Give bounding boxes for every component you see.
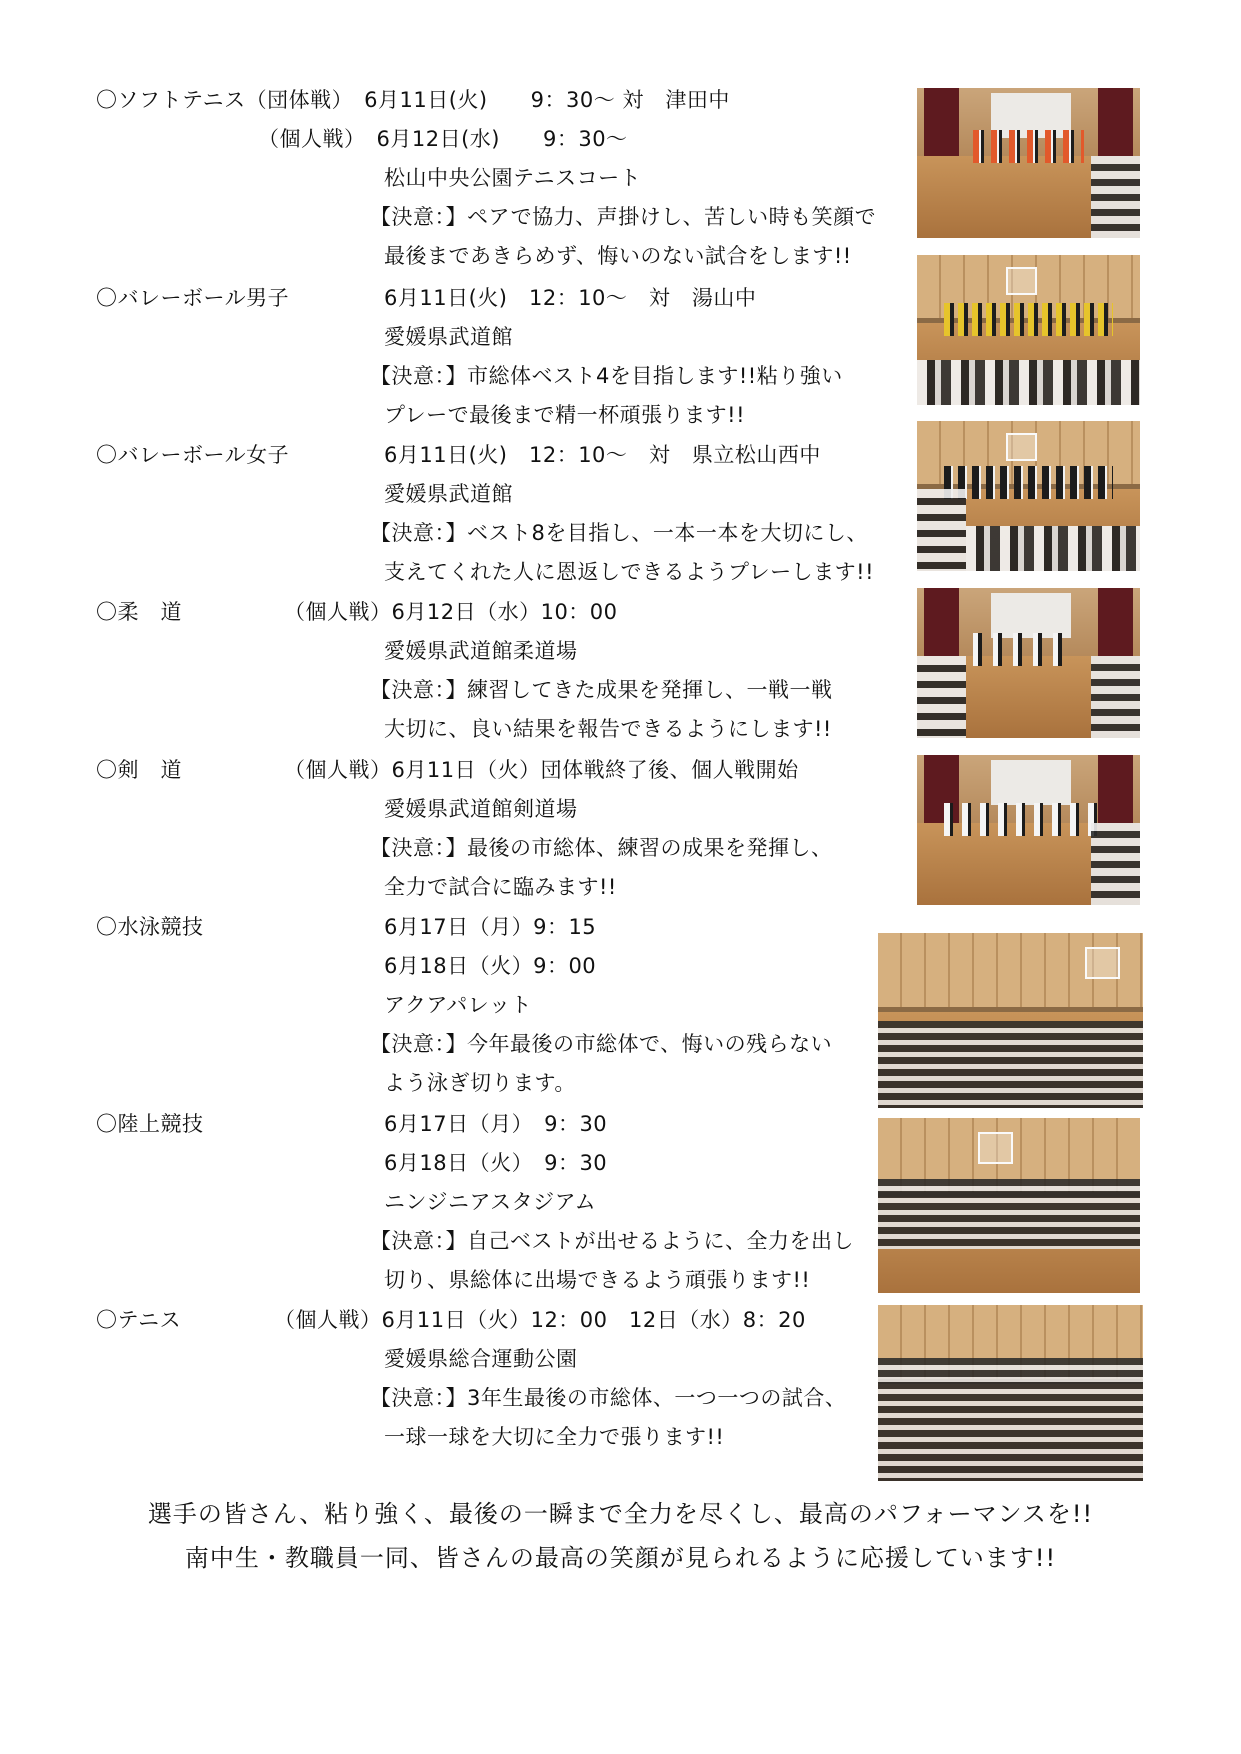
event-resolution: 【決意：】練習してきた成果を発揮し、一戦一戦	[370, 678, 833, 702]
event-venue: ニンジニアスタジアム	[384, 1190, 597, 1214]
event-resolution: 支えてくれた人に恩返しできるようプレーします!!	[384, 560, 874, 584]
event-resolution: 【決意：】ベスト8を目指し、一本一本を大切にし、	[370, 521, 868, 545]
event-heading: 〇テニス	[96, 1308, 182, 1332]
event-heading: 〇陸上競技	[96, 1112, 204, 1136]
event-resolution: 最後まであきらめず、悔いのない試合をします!!	[384, 244, 852, 268]
event-resolution: プレーで最後まで精一杯頑張ります!!	[384, 403, 745, 427]
footer-message: 南中生・教職員一同、皆さんの最高の笑顔が見られるように応援しています!!	[184, 1544, 1057, 1572]
photo-track-field	[878, 1118, 1140, 1293]
event-resolution: 切り、県総体に出場できるよう頑張ります!!	[384, 1268, 811, 1292]
event-heading: 〇剣 道	[96, 758, 182, 782]
photo-swimming	[878, 933, 1143, 1108]
event-detail: 6月17日（月）9：15	[384, 915, 597, 939]
photo-judo	[917, 588, 1140, 738]
event-resolution: 大切に、良い結果を報告できるようにします!!	[384, 717, 832, 741]
event-detail: 6月18日（火）9：00	[384, 954, 597, 978]
event-resolution: 【決意：】3年生最後の市総体、一つ一つの試合、	[370, 1386, 847, 1410]
photo-softtennis-team	[917, 88, 1140, 238]
photo-tennis	[878, 1305, 1143, 1481]
event-resolution: よう泳ぎ切ります。	[384, 1071, 576, 1095]
event-resolution: 一球一球を大切に全力で張ります!!	[384, 1425, 725, 1449]
event-venue: 愛媛県武道館	[384, 482, 513, 506]
photo-volleyball-girls	[917, 421, 1140, 571]
event-detail: （個人戦） 6月12日(水) 9：30～	[258, 127, 628, 151]
event-resolution: 【決意：】最後の市総体、練習の成果を発揮し、	[370, 836, 833, 860]
event-resolution: 【決意：】自己ベストが出せるように、全力を出し	[370, 1229, 854, 1253]
event-detail: 6月17日（月） 9：30	[384, 1112, 608, 1136]
event-detail: 6月18日（火） 9：30	[384, 1151, 608, 1175]
photo-volleyball-boys	[917, 255, 1140, 405]
event-venue: 愛媛県武道館柔道場	[384, 639, 578, 663]
event-heading: 〇柔 道	[96, 600, 182, 624]
event-detail: （個人戦）6月11日（火）12：00 12日（水）8：20	[274, 1308, 806, 1332]
event-venue: 松山中央公園テニスコート	[384, 166, 642, 190]
event-heading: 〇水泳競技	[96, 915, 204, 939]
event-heading: 〇ソフトテニス（団体戦） 6月11日(火) 9：30～ 対 津田中	[96, 88, 730, 112]
event-detail: （個人戦）6月11日（火）団体戦終了後、個人戦開始	[284, 758, 799, 782]
photo-kendo	[917, 755, 1140, 905]
event-venue: 愛媛県総合運動公園	[384, 1347, 578, 1371]
event-resolution: 【決意：】市総体ベスト4を目指します!!粘り強い	[370, 364, 843, 388]
event-resolution: 全力で試合に臨みます!!	[384, 875, 617, 899]
event-venue: 愛媛県武道館剣道場	[384, 797, 578, 821]
event-venue: アクアパレット	[384, 993, 532, 1017]
event-venue: 愛媛県武道館	[384, 325, 513, 349]
event-heading: 〇バレーボール女子	[96, 443, 290, 467]
event-heading: 〇バレーボール男子	[96, 286, 290, 310]
event-detail: （個人戦）6月12日（水）10：00	[284, 600, 618, 624]
event-resolution: 【決意：】ペアで協力、声掛けし、苦しい時も笑顔で	[370, 205, 877, 229]
event-resolution: 【決意：】今年最後の市総体で、悔いの残らない	[370, 1032, 833, 1056]
event-detail: 6月11日(火) 12：10～ 対 湯山中	[384, 286, 757, 310]
event-detail: 6月11日(火) 12：10～ 対 県立松山西中	[384, 443, 821, 467]
footer-message: 選手の皆さん、粘り強く、最後の一瞬まで全力を尽くし、最高のパフォーマンスを!!	[147, 1500, 1094, 1528]
